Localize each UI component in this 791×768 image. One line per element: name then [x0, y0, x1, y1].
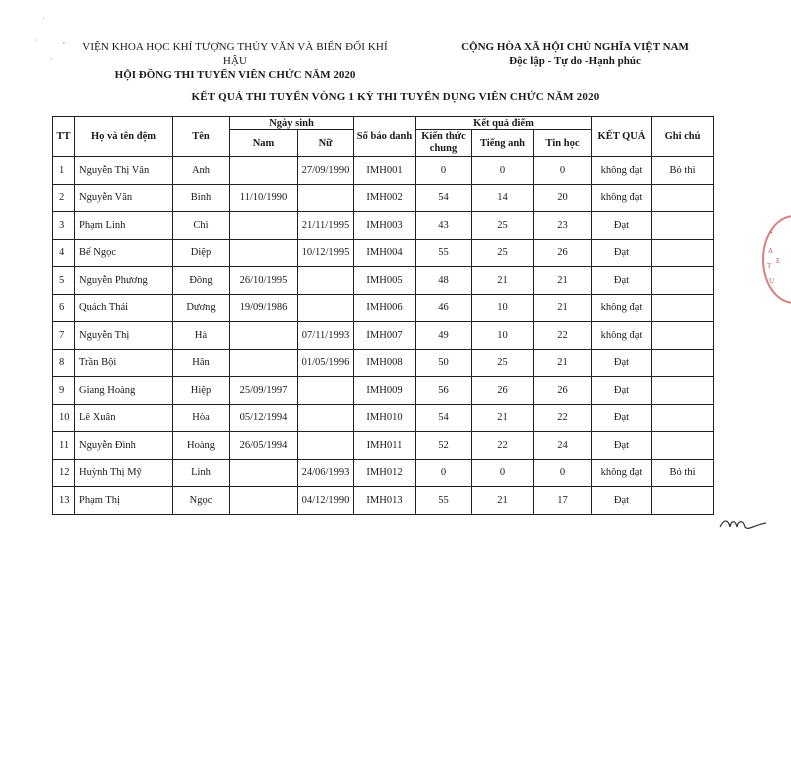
row-kien-thuc: 0 — [416, 459, 472, 487]
col-nu: Nữ — [298, 130, 354, 157]
row-tin-hoc: 0 — [534, 459, 592, 487]
col-ho-ten-dem: Họ và tên đệm — [75, 117, 173, 157]
row-tt: 8 — [53, 349, 75, 377]
row-ket-qua: Đạt — [592, 212, 652, 240]
row-ho-dem: Bế Ngọc — [75, 239, 173, 267]
row-nu: 10/12/1995 — [298, 239, 354, 267]
row-ghi-chu — [652, 239, 714, 267]
row-tin-hoc: 26 — [534, 377, 592, 405]
row-ten: Bình — [173, 184, 230, 212]
row-ten: Dương — [173, 294, 230, 322]
row-ten: Anh — [173, 157, 230, 185]
row-tin-hoc: 22 — [534, 404, 592, 432]
row-nam: 05/12/1994 — [230, 404, 298, 432]
row-ten: Hoàng — [173, 432, 230, 460]
row-tt: 9 — [53, 377, 75, 405]
table-row — [53, 404, 714, 432]
table-row — [53, 294, 714, 322]
row-sbd: IMH011 — [354, 432, 416, 460]
council-name: HỘI ĐỒNG THI TUYỂN VIÊN CHỨC NĂM 2020 — [114, 69, 356, 81]
row-tieng-anh: 21 — [472, 487, 534, 515]
row-nu: 01/05/1996 — [298, 349, 354, 377]
col-ngay-sinh: Ngày sinh — [230, 117, 354, 130]
row-sbd: IMH012 — [354, 459, 416, 487]
row-kien-thuc: 56 — [416, 377, 472, 405]
table-row — [53, 459, 714, 487]
row-ho-dem: Huỳnh Thị Mỹ — [75, 459, 173, 487]
row-ghi-chu — [652, 294, 714, 322]
row-kien-thuc: 55 — [416, 239, 472, 267]
row-sbd: IMH010 — [354, 404, 416, 432]
row-sbd: IMH013 — [354, 487, 416, 515]
row-ten: Linh — [173, 459, 230, 487]
row-tieng-anh: 26 — [472, 377, 534, 405]
row-ket-qua: không đạt — [592, 322, 652, 350]
row-ghi-chu — [652, 184, 714, 212]
row-kien-thuc: 0 — [416, 157, 472, 185]
col-kien-thuc-chung — [416, 130, 472, 157]
row-tt: 7 — [53, 322, 75, 350]
row-sbd: IMH003 — [354, 212, 416, 240]
row-ten: Diệp — [173, 239, 230, 267]
row-ho-dem: Phạm Thị — [75, 487, 173, 515]
row-ghi-chu — [652, 432, 714, 460]
header-left — [75, 40, 395, 82]
row-nu — [298, 432, 354, 460]
row-ghi-chu — [652, 267, 714, 295]
col-ghi-chu: Ghi chú — [652, 117, 714, 157]
row-ket-qua: không đạt — [592, 157, 652, 185]
row-ten: Hòa — [173, 404, 230, 432]
row-tt: 1 — [53, 157, 75, 185]
scan-speck: · — [50, 55, 53, 64]
row-ghi-chu — [652, 349, 714, 377]
row-tieng-anh: 22 — [472, 432, 534, 460]
row-tin-hoc: 21 — [534, 267, 592, 295]
col-tieng-anh: Tiếng anh — [472, 130, 534, 157]
row-sbd: IMH006 — [354, 294, 416, 322]
row-nu: 07/11/1993 — [298, 322, 354, 350]
row-sbd: IMH004 — [354, 239, 416, 267]
row-nam: 19/09/1986 — [230, 294, 298, 322]
row-tt: 11 — [53, 432, 75, 460]
table-row — [53, 239, 714, 267]
row-nu — [298, 184, 354, 212]
row-ghi-chu — [652, 404, 714, 432]
row-tin-hoc: 21 — [534, 349, 592, 377]
document-title: KẾT QUẢ THI TUYỂN VÒNG 1 KỲ THI TUYỂN DỤNG VIÊN CHỨC NĂM 2020 — [191, 91, 600, 103]
row-tt: 2 — [53, 184, 75, 212]
row-ket-qua: Đạt — [592, 239, 652, 267]
row-tieng-anh: 10 — [472, 294, 534, 322]
row-ghi-chu — [652, 377, 714, 405]
col-tin-hoc: Tin học — [534, 130, 592, 157]
row-ket-qua: Đạt — [592, 404, 652, 432]
red-seal-stamp: • A T U E — [762, 215, 791, 304]
row-tieng-anh: 21 — [472, 267, 534, 295]
row-nu — [298, 294, 354, 322]
col-kien-thuc-chung-line1: Kiến thức — [421, 131, 466, 142]
row-ten: Hiệp — [173, 377, 230, 405]
row-ten: Hân — [173, 349, 230, 377]
table-row — [53, 432, 714, 460]
row-ghi-chu: Bỏ thi — [652, 459, 714, 487]
row-sbd: IMH007 — [354, 322, 416, 350]
table-row — [53, 349, 714, 377]
row-ket-qua: Đạt — [592, 267, 652, 295]
row-tin-hoc: 17 — [534, 487, 592, 515]
signature-initial — [718, 515, 768, 535]
row-nam: 25/09/1997 — [230, 377, 298, 405]
row-tt: 3 — [53, 212, 75, 240]
row-kien-thuc: 54 — [416, 184, 472, 212]
row-kien-thuc: 46 — [416, 294, 472, 322]
row-tt: 10 — [53, 404, 75, 432]
row-ghi-chu: Bỏ thi — [652, 157, 714, 185]
col-kien-thuc-chung-line2: chung — [429, 143, 458, 154]
table-row — [53, 157, 714, 185]
row-tin-hoc: 20 — [534, 184, 592, 212]
row-nam — [230, 212, 298, 240]
header-right — [455, 40, 695, 68]
col-so-bao-danh: Số báo danh — [354, 117, 416, 157]
row-ket-qua: Đạt — [592, 377, 652, 405]
row-tieng-anh: 0 — [472, 157, 534, 185]
row-tin-hoc: 26 — [534, 239, 592, 267]
row-ghi-chu — [652, 487, 714, 515]
row-ho-dem: Nguyễn Thị — [75, 322, 173, 350]
col-ten: Tên — [173, 117, 230, 157]
table-row — [53, 267, 714, 295]
row-sbd: IMH008 — [354, 349, 416, 377]
scan-speck: · — [42, 14, 45, 23]
row-nam: 11/10/1990 — [230, 184, 298, 212]
row-tieng-anh: 10 — [472, 322, 534, 350]
table-row — [53, 322, 714, 350]
results-table-body — [53, 157, 714, 515]
scan-speck: , — [63, 36, 65, 45]
row-tieng-anh: 25 — [472, 239, 534, 267]
row-tieng-anh: 25 — [472, 212, 534, 240]
row-tt: 6 — [53, 294, 75, 322]
row-nam — [230, 487, 298, 515]
row-nu: 04/12/1990 — [298, 487, 354, 515]
row-ho-dem: Nguyễn Đình — [75, 432, 173, 460]
row-ket-qua: không đạt — [592, 459, 652, 487]
row-tt: 13 — [53, 487, 75, 515]
row-tieng-anh: 14 — [472, 184, 534, 212]
row-ket-qua: Đạt — [592, 349, 652, 377]
row-ho-dem: Lê Xuân — [75, 404, 173, 432]
row-tt: 4 — [53, 239, 75, 267]
row-nam — [230, 239, 298, 267]
row-kien-thuc: 52 — [416, 432, 472, 460]
row-nu — [298, 377, 354, 405]
row-ten: Ngọc — [173, 487, 230, 515]
row-sbd: IMH005 — [354, 267, 416, 295]
row-kien-thuc: 55 — [416, 487, 472, 515]
row-ten: Hà — [173, 322, 230, 350]
row-tieng-anh: 21 — [472, 404, 534, 432]
col-nam: Nam — [230, 130, 298, 157]
row-ket-qua: không đạt — [592, 294, 652, 322]
row-tt: 5 — [53, 267, 75, 295]
row-nam: 26/10/1995 — [230, 267, 298, 295]
row-kien-thuc: 49 — [416, 322, 472, 350]
row-nu: 27/09/1990 — [298, 157, 354, 185]
row-ket-qua: Đạt — [592, 432, 652, 460]
row-ten: Chi — [173, 212, 230, 240]
row-ket-qua: Đạt — [592, 487, 652, 515]
row-nam — [230, 349, 298, 377]
row-tin-hoc: 21 — [534, 294, 592, 322]
row-kien-thuc: 48 — [416, 267, 472, 295]
row-ghi-chu — [652, 212, 714, 240]
table-row — [53, 212, 714, 240]
row-nu — [298, 404, 354, 432]
row-ho-dem: Giang Hoàng — [75, 377, 173, 405]
row-ho-dem: Nguyễn Phương — [75, 267, 173, 295]
row-nu: 24/06/1993 — [298, 459, 354, 487]
row-kien-thuc: 54 — [416, 404, 472, 432]
row-ghi-chu — [652, 322, 714, 350]
row-tieng-anh: 0 — [472, 459, 534, 487]
scan-speck: · — [35, 36, 38, 45]
col-ket-qua-diem: Kết quả điểm — [416, 117, 592, 130]
col-tt: TT — [53, 117, 75, 157]
row-tin-hoc: 0 — [534, 157, 592, 185]
row-sbd: IMH009 — [354, 377, 416, 405]
table-row — [53, 487, 714, 515]
row-ho-dem: Trần Bội — [75, 349, 173, 377]
row-ho-dem: Quách Thái — [75, 294, 173, 322]
row-nam — [230, 459, 298, 487]
row-nam — [230, 157, 298, 185]
table-row — [53, 377, 714, 405]
row-ho-dem: Nguyễn Thị Vân — [75, 157, 173, 185]
row-nam — [230, 322, 298, 350]
row-tin-hoc: 22 — [534, 322, 592, 350]
row-kien-thuc: 43 — [416, 212, 472, 240]
row-tin-hoc: 24 — [534, 432, 592, 460]
col-ket-qua: KẾT QUẢ — [592, 117, 652, 157]
row-ten: Đông — [173, 267, 230, 295]
motto: Độc lập - Tự do -Hạnh phúc — [509, 55, 641, 67]
row-tin-hoc: 23 — [534, 212, 592, 240]
row-sbd: IMH002 — [354, 184, 416, 212]
row-nu: 21/11/1995 — [298, 212, 354, 240]
row-ho-dem: Phạm Linh — [75, 212, 173, 240]
row-sbd: IMH001 — [354, 157, 416, 185]
institute-name: VIỆN KHOA HỌC KHÍ TƯỢNG THỦY VĂN VÀ BIẾN ĐỔI KHÍ HẬU — [82, 41, 388, 67]
row-tieng-anh: 25 — [472, 349, 534, 377]
row-ho-dem: Nguyễn Văn — [75, 184, 173, 212]
row-nam: 26/05/1994 — [230, 432, 298, 460]
row-ket-qua: không đạt — [592, 184, 652, 212]
row-tt: 12 — [53, 459, 75, 487]
row-kien-thuc: 50 — [416, 349, 472, 377]
results-table — [52, 116, 714, 515]
table-row — [53, 184, 714, 212]
row-nu — [298, 267, 354, 295]
country-name: CỘNG HÒA XÃ HỘI CHỦ NGHĨA VIỆT NAM — [461, 41, 689, 53]
